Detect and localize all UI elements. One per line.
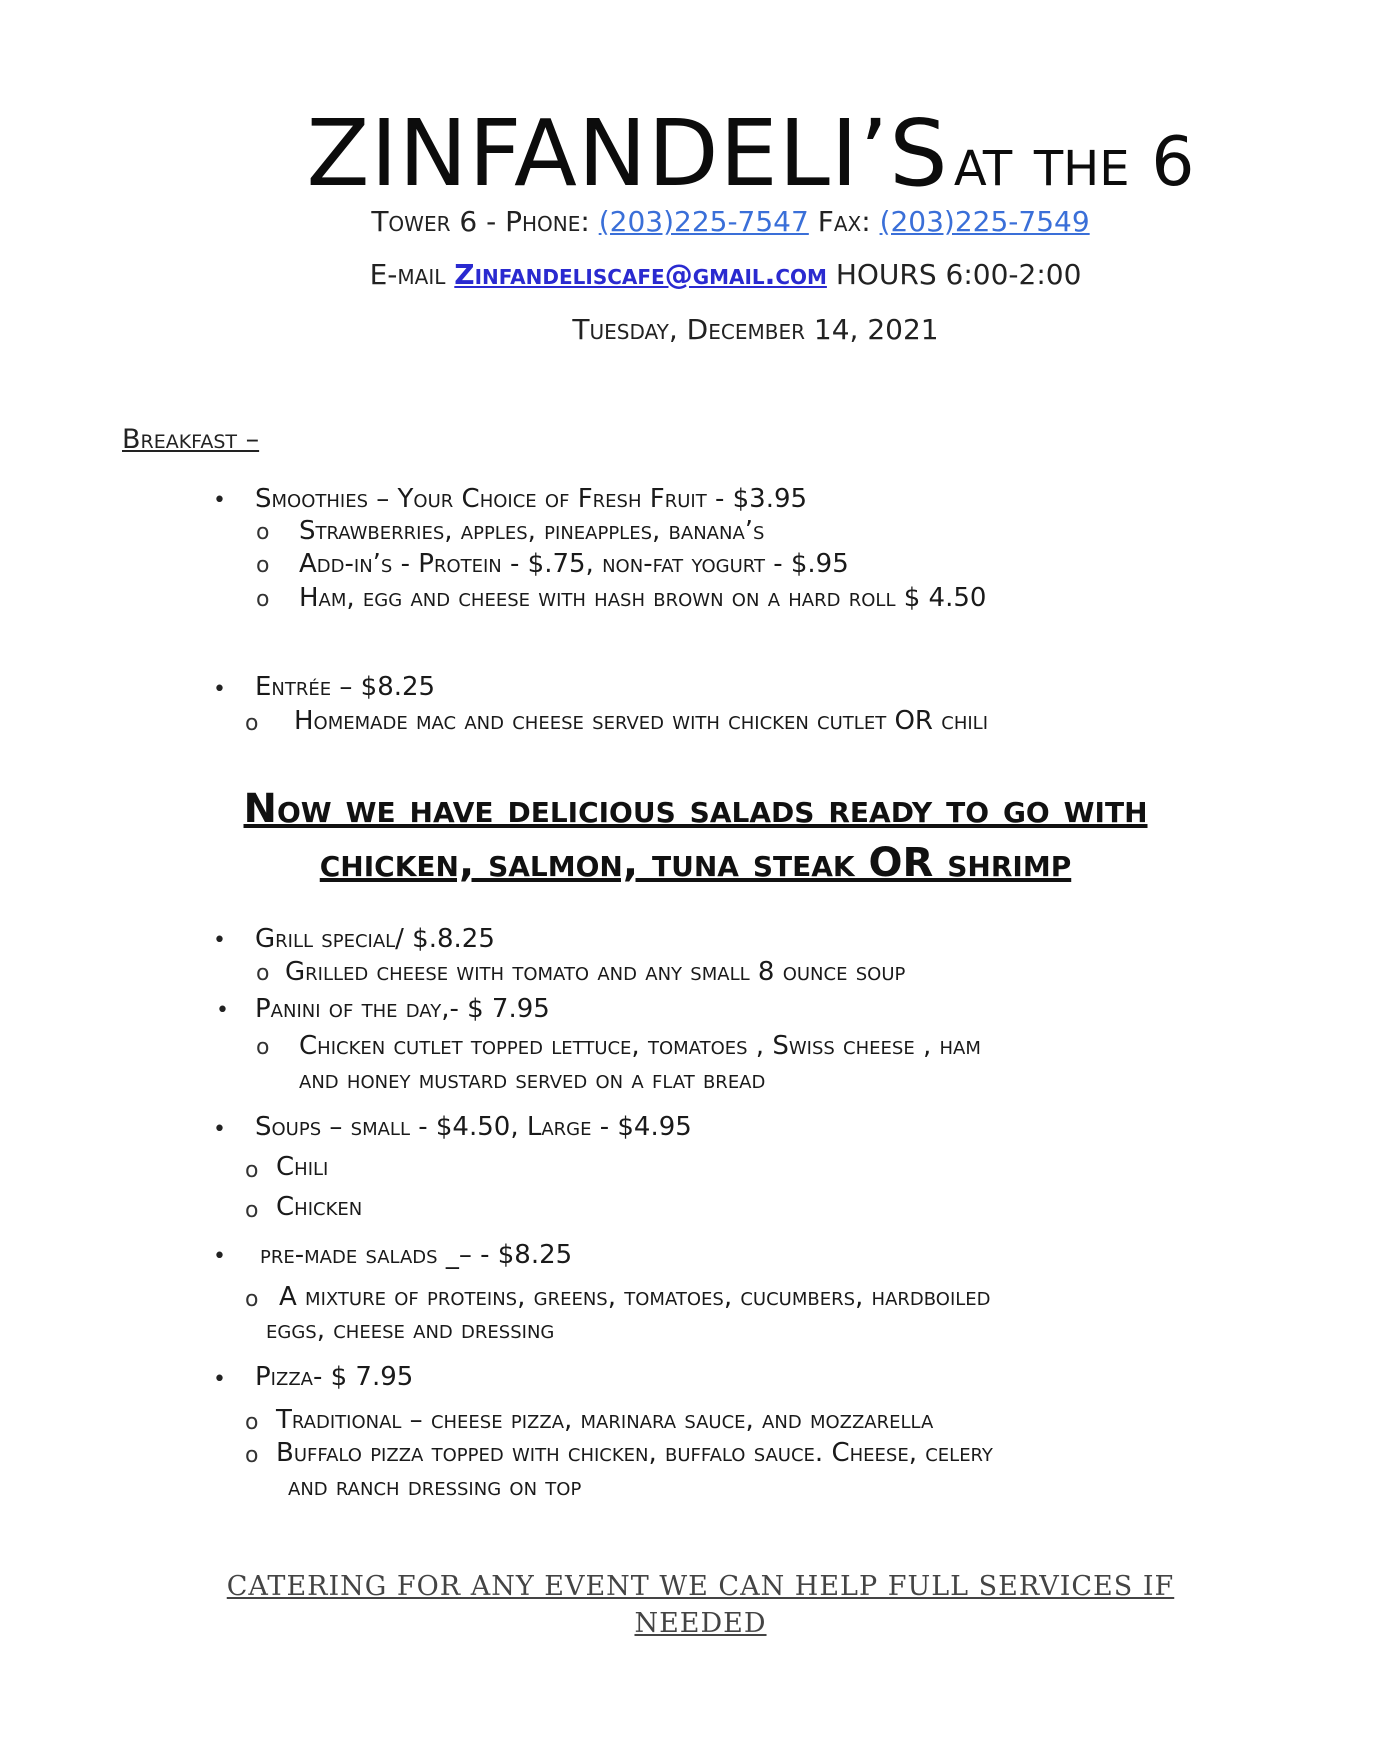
list-item-ham-egg: Ham, egg and cheese with hash brown on a hard roll $ 4.50 [299,583,987,613]
sub-bullet: o [245,1287,259,1312]
list-item-soup-chili: Chili [276,1152,329,1182]
contact-line-phone [0,205,1391,238]
list-item-pizza-traditional: Traditional – cheese pizza, marinara sauce, and mozzarella [276,1405,934,1435]
bullet: • [213,1117,226,1142]
sub-bullet: o [256,587,270,612]
bullet: • [213,677,226,702]
promo-line-1: Now we have delicious salads ready to go with [243,786,1148,832]
list-item-pizza-buffalo-2: and ranch dressing on top [288,1472,582,1502]
list-item-entree: Entrée – $8.25 [255,672,436,702]
sub-bullet: o [256,520,270,545]
bullet: • [216,998,229,1023]
breakfast-heading: Breakfast – [122,424,260,455]
fax-link[interactable]: (203)225-7549 [879,205,1090,238]
list-item-smoothies: Smoothies – Your Choice of Fresh Fruit - $3.95 [255,484,808,514]
sub-bullet: o [245,1443,259,1468]
list-item-panini: Panini of the day,- $ 7.95 [255,994,550,1024]
title-tail: at the 6 [953,123,1195,202]
list-item-pizza: Pizza- $ 7.95 [255,1362,414,1392]
sub-bullet: o [245,1158,259,1183]
sub-bullet: o [245,1410,259,1435]
list-item-salads-detail-2: eggs, cheese and dressing [266,1315,555,1345]
list-item-panini-detail-2: and honey mustard served on a flat bread [299,1065,766,1095]
bullet: • [213,928,226,953]
sub-bullet: o [256,1035,270,1060]
bullet: • [213,488,226,513]
list-item-soup-chicken: Chicken [276,1192,363,1222]
hours-text: HOURS 6:00-2:00 [835,258,1082,291]
sub-bullet: o [245,711,259,736]
email-label: E-mail [369,258,446,291]
list-item-salads: pre-made salads _– - $8.25 [260,1240,573,1270]
sub-bullet: o [256,961,270,986]
contact-prefix: Tower 6 - Phone: [371,205,590,238]
sub-bullet: o [245,1198,259,1223]
list-item-panini-detail-1: Chicken cutlet topped lettuce, tomatoes , Swiss cheese , ham [299,1031,981,1061]
list-item-grill-special: Grill special/ $.8.25 [255,924,495,954]
list-item-fruits: Strawberries, apples, pineapples, banana’s [299,516,765,546]
phone-link[interactable]: (203)225-7547 [598,205,809,238]
bullet: • [213,1367,226,1392]
page-title [0,100,1391,207]
contact-line-email [0,258,1391,291]
catering-note: CATERING FOR ANY EVENT WE CAN HELP FULL SERVICES IF NEEDED [226,1571,1175,1639]
bullet: • [213,1244,226,1269]
promo-banner [0,782,1391,890]
sub-bullet: o [256,553,270,578]
fax-label: Fax: [817,205,871,238]
promo-line-2: chicken, salmon, tuna steak OR shrimp [319,840,1072,886]
list-item-grill-detail: Grilled cheese with tomato and any small 8 ounce soup [285,957,906,987]
title-main: ZINFANDELI’S [306,100,949,207]
menu-date: Tuesday, December 14, 2021 [572,313,939,346]
list-item-salads-detail-1: A mixture of proteins, greens, tomatoes, cucumbers, hardboiled [279,1282,991,1312]
list-item-pizza-buffalo: Buffalo pizza topped with chicken, buffalo sauce. Cheese, celery [276,1438,993,1468]
list-item-mac-cheese: Homemade mac and cheese served with chicken cutlet OR chili [294,706,989,736]
email-link[interactable]: Zinfandeliscafe@gmail.com [454,258,827,291]
list-item-addins: Add-in’s - Protein - $.75, non-fat yogurt - $.95 [299,549,849,579]
list-item-soups: Soups – small - $4.50, Large - $4.95 [255,1112,692,1142]
